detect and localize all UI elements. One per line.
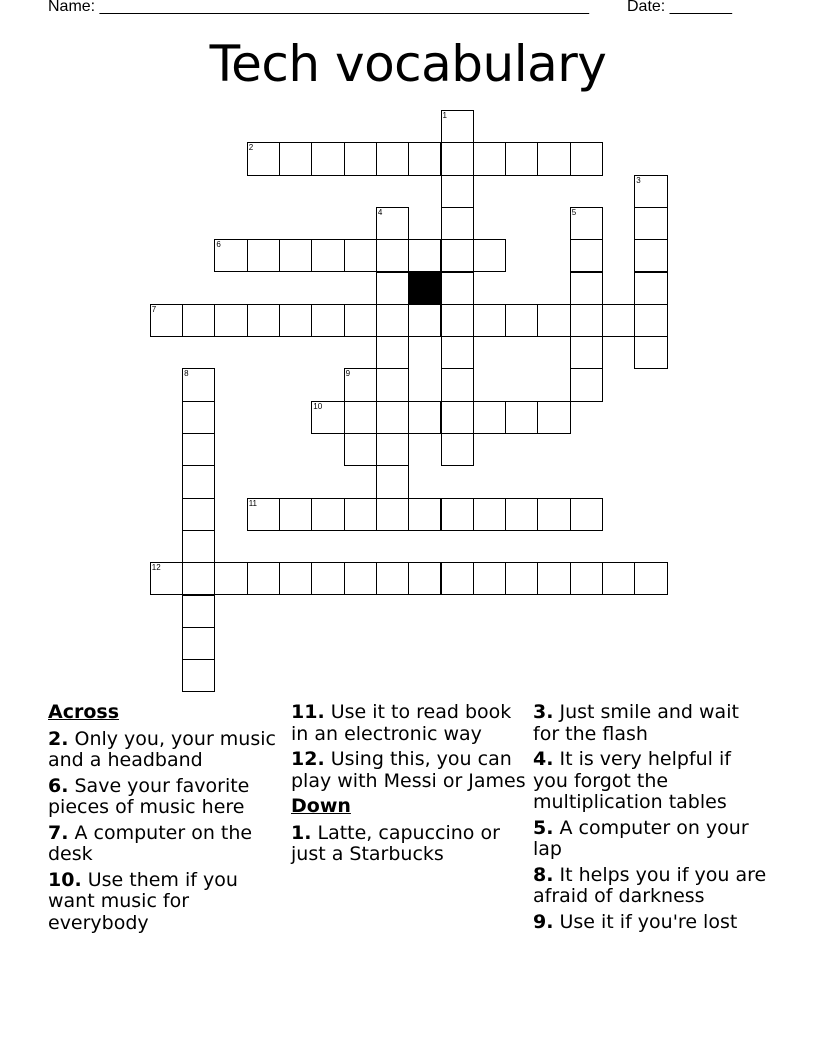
grid-cell[interactable] bbox=[376, 498, 409, 531]
clue-text: Latte, capuccino or just a Starbucks bbox=[291, 821, 500, 865]
clue-text: Save your favorite pieces of music here bbox=[48, 774, 250, 818]
clue-item bbox=[291, 823, 527, 866]
grid-cell[interactable] bbox=[473, 304, 506, 337]
grid-cell[interactable] bbox=[376, 401, 409, 434]
grid-cell[interactable] bbox=[182, 659, 215, 692]
grid-cell[interactable] bbox=[344, 304, 377, 337]
grid-cell[interactable] bbox=[408, 239, 441, 272]
clue-number-12: 12 bbox=[151, 563, 161, 573]
grid-cell[interactable] bbox=[505, 304, 538, 337]
clue-number: 2. bbox=[48, 727, 69, 750]
grid-cell[interactable] bbox=[441, 207, 474, 240]
grid-cell[interactable] bbox=[473, 239, 506, 272]
clue-item bbox=[291, 702, 527, 745]
grid-cell[interactable] bbox=[376, 465, 409, 498]
grid-cell[interactable] bbox=[279, 562, 312, 595]
clue-number: 10. bbox=[48, 868, 82, 891]
clue-number-6: 6 bbox=[216, 240, 221, 250]
grid-cell[interactable] bbox=[537, 142, 570, 175]
grid-cell[interactable] bbox=[376, 272, 409, 305]
grid-cell[interactable] bbox=[441, 433, 474, 466]
grid-cell[interactable] bbox=[473, 142, 506, 175]
clue-number: 9. bbox=[533, 910, 554, 933]
grid-cell[interactable] bbox=[570, 336, 603, 369]
clue-number-7: 7 bbox=[151, 304, 157, 314]
grid-cell[interactable] bbox=[247, 304, 280, 337]
grid-cell[interactable] bbox=[182, 465, 215, 498]
clue-item bbox=[533, 749, 769, 814]
clue-item bbox=[533, 702, 769, 745]
clue-number: 4. bbox=[533, 748, 554, 770]
clue-number: 1. bbox=[291, 821, 312, 844]
grid-cell[interactable] bbox=[634, 207, 667, 240]
grid-cell[interactable] bbox=[441, 142, 474, 175]
grid-cell[interactable] bbox=[441, 368, 474, 401]
clue-item bbox=[48, 870, 284, 935]
grid-cell[interactable] bbox=[279, 239, 312, 272]
grid-cell[interactable] bbox=[214, 562, 247, 595]
grid-cell[interactable] bbox=[247, 562, 280, 595]
grid-cell[interactable] bbox=[473, 562, 506, 595]
clue-number: 5. bbox=[533, 816, 554, 839]
down-heading: Down bbox=[291, 795, 351, 817]
grid-cell[interactable] bbox=[279, 304, 312, 337]
grid-cell[interactable] bbox=[311, 498, 344, 531]
grid-cell[interactable] bbox=[182, 562, 215, 595]
grid-cell[interactable] bbox=[505, 142, 538, 175]
grid-cell[interactable] bbox=[376, 562, 409, 595]
grid-cell[interactable] bbox=[441, 562, 474, 595]
clue-text: Just smile and wait for the flash bbox=[533, 701, 739, 745]
grid-cell[interactable] bbox=[182, 304, 215, 337]
grid-cell[interactable] bbox=[344, 401, 377, 434]
grid-cell[interactable] bbox=[634, 239, 667, 272]
clues-column-3 bbox=[533, 702, 769, 937]
clue-number-9: 9 bbox=[345, 369, 351, 379]
grid-cell[interactable] bbox=[408, 401, 441, 434]
grid-cell[interactable] bbox=[441, 401, 474, 434]
down-clue-list-continued bbox=[533, 702, 769, 933]
grid-cell[interactable] bbox=[602, 304, 635, 337]
grid-cell[interactable] bbox=[537, 304, 570, 337]
grid-cell[interactable] bbox=[344, 433, 377, 466]
clue-item bbox=[48, 776, 284, 819]
clue-text: A computer on the desk bbox=[48, 821, 253, 865]
clue-number: 12. bbox=[291, 748, 325, 770]
grid-cell[interactable] bbox=[279, 142, 312, 175]
clue-item bbox=[48, 823, 284, 866]
grid-cell[interactable] bbox=[441, 304, 474, 337]
grid-cell[interactable] bbox=[570, 498, 603, 531]
clue-number-2: 2 bbox=[248, 143, 254, 153]
grid-cell[interactable] bbox=[537, 498, 570, 531]
grid-cell[interactable] bbox=[376, 142, 409, 175]
grid-cell[interactable] bbox=[537, 401, 570, 434]
grid-cell[interactable] bbox=[441, 272, 474, 305]
grid-cell[interactable] bbox=[311, 142, 344, 175]
grid-cell[interactable] bbox=[441, 239, 474, 272]
grid-cell[interactable] bbox=[311, 304, 344, 337]
across-clue-list bbox=[48, 729, 284, 935]
clue-number-3: 3 bbox=[636, 175, 641, 185]
grid-cell[interactable] bbox=[182, 595, 215, 628]
down-clue-list bbox=[291, 823, 527, 866]
clue-text: A computer on your lap bbox=[533, 816, 749, 860]
grid-cell[interactable] bbox=[408, 562, 441, 595]
clue-text: Only you, your music and a headband bbox=[48, 727, 276, 771]
clue-text: Using this, you can play with Messi or James bbox=[291, 748, 526, 792]
grid-cell[interactable] bbox=[570, 142, 603, 175]
grid-cell[interactable] bbox=[247, 239, 280, 272]
grid-cell[interactable] bbox=[570, 239, 603, 272]
name-field-label[interactable]: Name: _______________________________________________________ bbox=[48, 0, 589, 15]
grid-cell[interactable] bbox=[376, 368, 409, 401]
grid-cell[interactable] bbox=[505, 498, 538, 531]
grid-cell[interactable] bbox=[182, 498, 215, 531]
grid-cell[interactable] bbox=[473, 401, 506, 434]
clues-column-2 bbox=[291, 702, 527, 870]
grid-cell[interactable] bbox=[376, 433, 409, 466]
clue-item bbox=[533, 912, 769, 934]
grid-cell[interactable] bbox=[182, 627, 215, 660]
clue-item bbox=[291, 749, 527, 792]
grid-cell[interactable] bbox=[570, 368, 603, 401]
clue-number-5: 5 bbox=[571, 207, 577, 217]
clue-number: 11. bbox=[291, 701, 325, 723]
clue-text: It is very helpful if you forgot the multiplication tables bbox=[533, 748, 731, 813]
grid-cell[interactable] bbox=[182, 530, 215, 563]
grid-cell[interactable] bbox=[182, 433, 215, 466]
grid-cell[interactable] bbox=[311, 562, 344, 595]
grid-cell[interactable] bbox=[505, 401, 538, 434]
clue-number: 6. bbox=[48, 774, 69, 797]
clue-number-4: 4 bbox=[377, 207, 383, 217]
grid-cell[interactable] bbox=[344, 142, 377, 175]
grid-cell[interactable] bbox=[537, 562, 570, 595]
grid-cell[interactable] bbox=[311, 239, 344, 272]
grid-cell[interactable] bbox=[344, 562, 377, 595]
grid-cell[interactable] bbox=[376, 304, 409, 337]
grid-cell[interactable] bbox=[376, 239, 409, 272]
clue-number-10: 10 bbox=[313, 401, 323, 411]
clue-item bbox=[48, 729, 284, 772]
clue-item bbox=[533, 818, 769, 861]
clue-text: It helps you if you are afraid of darkness bbox=[533, 863, 767, 907]
grid-cell[interactable] bbox=[214, 304, 247, 337]
grid-cell[interactable] bbox=[602, 562, 635, 595]
grid-cell[interactable] bbox=[408, 142, 441, 175]
clue-number-1: 1 bbox=[442, 111, 447, 120]
across-clue-list-continued bbox=[291, 702, 527, 792]
clue-number: 7. bbox=[48, 821, 69, 844]
grid-cell[interactable] bbox=[408, 498, 441, 531]
grid-cell[interactable] bbox=[344, 498, 377, 531]
grid-cell[interactable] bbox=[376, 336, 409, 369]
grid-cell[interactable] bbox=[570, 562, 603, 595]
across-heading: Across bbox=[48, 701, 120, 723]
grid-cell[interactable] bbox=[570, 304, 603, 337]
black-grid-cell bbox=[408, 272, 441, 305]
grid-cell[interactable] bbox=[634, 304, 667, 337]
grid-cell[interactable] bbox=[182, 401, 215, 434]
clue-number: 8. bbox=[533, 863, 554, 886]
clue-number-8: 8 bbox=[184, 369, 189, 379]
clues-column-1 bbox=[48, 702, 284, 938]
grid-cell[interactable] bbox=[634, 336, 667, 369]
grid-cell[interactable] bbox=[441, 498, 474, 531]
grid-cell[interactable] bbox=[441, 336, 474, 369]
clue-number: 3. bbox=[533, 701, 554, 723]
grid-cell[interactable] bbox=[279, 498, 312, 531]
clue-text: Use them if you want music for everybody bbox=[48, 868, 238, 934]
grid-cell[interactable] bbox=[344, 239, 377, 272]
grid-cell[interactable] bbox=[634, 272, 667, 305]
clue-number-11: 11 bbox=[248, 498, 257, 508]
grid-cell[interactable] bbox=[473, 498, 506, 531]
clue-text: Use it to read book in an electronic way bbox=[291, 701, 512, 745]
date-field-label[interactable]: Date: _______ bbox=[627, 0, 732, 15]
grid-cell[interactable] bbox=[570, 272, 603, 305]
grid-cell[interactable] bbox=[408, 304, 441, 337]
grid-cell[interactable] bbox=[505, 562, 538, 595]
clue-item bbox=[533, 865, 769, 908]
page-title: Tech vocabulary bbox=[209, 35, 607, 93]
grid-cell[interactable] bbox=[634, 562, 667, 595]
clue-text: Use it if you're lost bbox=[553, 910, 738, 933]
grid-cell[interactable] bbox=[441, 175, 474, 208]
